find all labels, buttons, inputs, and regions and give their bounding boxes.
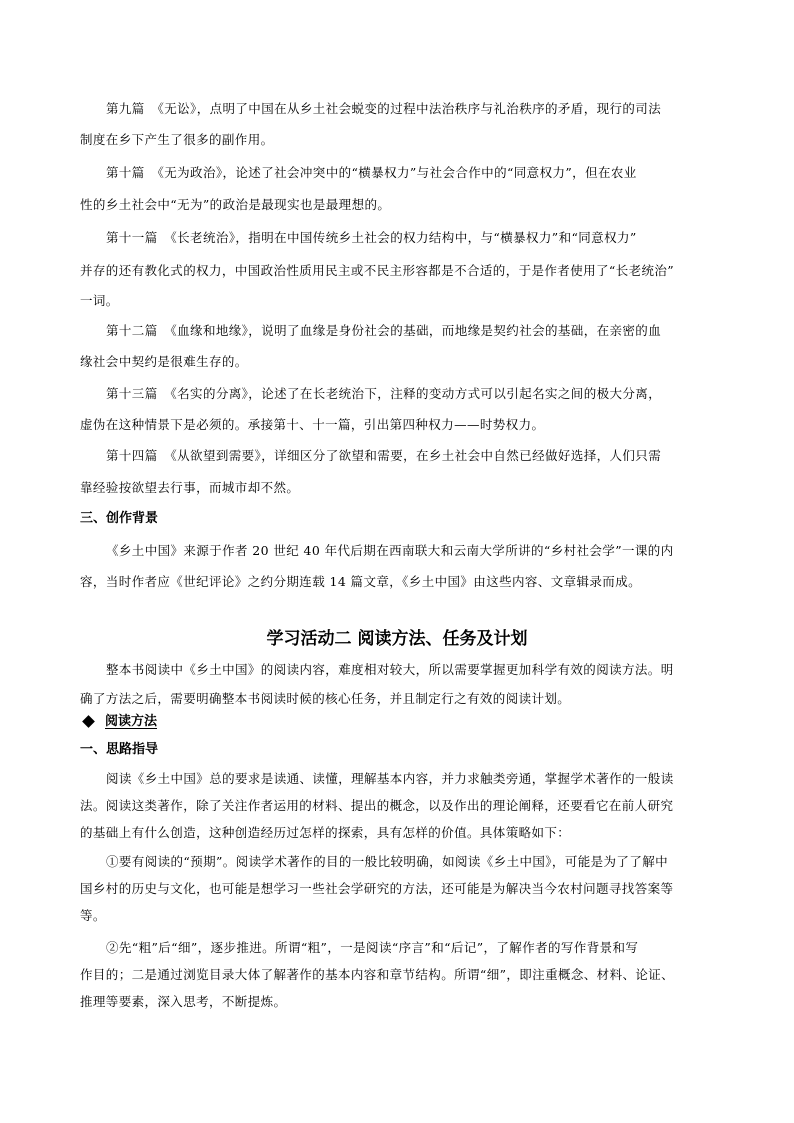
section-3-line-1: 《乡土中国》来源于作者 20 世纪 40 年代后期在西南联大和云南大学所讲的“乡村社会学”一课的内 [106,543,674,558]
chapter-12-line-1: 第十二篇 《血缘和地缘》，说明了血缘是身份社会的基础，而地缘是契约社会的基础，在亲密的血 [106,323,662,338]
chapter-12-line-2: 缘社会中契约是很难生存的。 [80,354,248,369]
activity-2-intro-line-1: 整本书阅读中《乡土中国》的阅读内容，难度相对较大，所以需要掌握更加科学有效的阅读方法。明 [106,662,674,677]
chapter-11-line-3: 一词。 [80,293,119,308]
point-2-line-3: 推理等要素，深入思考，不断提炼。 [80,994,287,1009]
guide-line-3: 的基础上有什么创造，这种创造经历过怎样的探索，具有怎样的价值。具体策略如下： [80,825,571,840]
chapter-9-line-2: 制度在乡下产生了很多的副作用。 [80,132,274,147]
guide-heading: 一、思路指导 [80,742,159,757]
activity-2-intro-line-2: 确了方法之后，需要明确整本书阅读时候的核心任务，并且制定行之有效的阅读计划。 [80,691,571,706]
guide-line-2: 法。阅读这类著作，除了关注作者运用的材料、提出的概念，以及作出的理论阐释，还要看它在前人研究 [80,798,674,813]
reading-method-heading [80,713,157,731]
point-1-line-2: 国乡村的历史与文化，也可能是想学习一些社会学研究的方法，还可能是为解决当今农村问题寻找答案等 [80,881,674,896]
point-2-line-1: ②先“粗”后“细”，逐步推进。所谓“粗”，一是阅读“序言”和“后记”，了解作者的写作背景和写 [106,940,639,955]
chapter-11-line-2: 并存的还有教化式的权力，中国政治性质用民主或不民主形容都是不合适的，于是作者使用了“长老统治” [80,263,675,278]
point-2-line-2: 作目的；二是通过浏览目录大体了解著作的基本内容和章节结构。所谓“细”，即注重概念、材料、论证、 [80,967,675,982]
guide-line-1: 阅读《乡土中国》总的要求是读通、读懂，理解基本内容，并力求触类旁通，掌握学术著作的一般读 [106,771,674,786]
chapter-13-line-1: 第十三篇 《名实的分离》，论述了在长老统治下，注释的变动方式可以引起名实之间的极大分离， [106,386,662,401]
point-1-line-1: ①要有阅读的“预期”。阅读学术著作的目的一般比较明确，如阅读《乡土中国》，可能是为了了解中 [106,854,669,869]
chapter-14-line-1: 第十四篇 《从欲望到需要》，详细区分了欲望和需要，在乡土社会中自然已经做好选择，人们只需 [106,448,662,463]
chapter-14-line-2: 靠经验按欲望去行事，而城市却不然。 [80,480,300,495]
chapter-11-line-1: 第十一篇 《长老统治》，指明在中国传统乡土社会的权力结构中，与“横暴权力”和“同意权力” [106,230,637,245]
chapter-13-line-2: 虚伪在这种情景下是必须的。承接第十、十一篇，引出第四种权力——时势权力。 [80,417,545,432]
diamond-bullet-icon [82,715,95,728]
activity-2-title: 学习活动二 阅读方法、任务及计划 [266,629,528,649]
section-3-heading: 三、创作背景 [80,511,159,526]
section-3-line-2: 容，当时作者应《世纪评论》之约分期连载 14 篇文章，《乡土中国》由这些内容、文章辑录而成。 [80,574,642,589]
chapter-10-line-2: 性的乡土社会中“无为”的政治是最现实也是最理想的。 [80,197,391,212]
reading-method-label: 阅读方法 [105,714,158,729]
chapter-10-line-1: 第十篇 《无为政治》，论述了社会冲突中的“横暴权力”与社会合作中的“同意权力”，但在农业 [106,165,637,180]
chapter-9-line-1: 第九篇 《无讼》，点明了中国在从乡土社会蜕变的过程中法治秩序与礼治秩序的矛盾，现行的司法 [106,101,662,116]
point-1-line-3: 等。 [80,908,106,923]
